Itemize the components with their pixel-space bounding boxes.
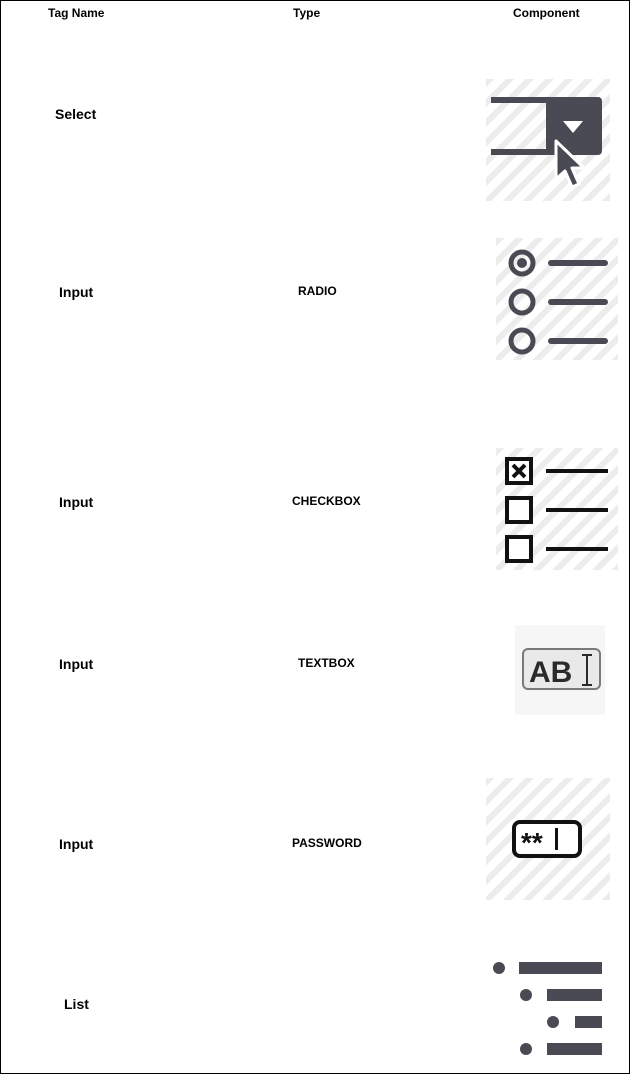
row-textbox-tag: Input [59, 656, 94, 672]
row-radio-type: RADIO [298, 284, 337, 298]
row-checkbox-type: CHECKBOX [292, 494, 361, 508]
row-radio-tag: Input [59, 284, 94, 300]
row-checkbox-tag: Input [59, 494, 94, 510]
header-tag-name: Tag Name [48, 6, 105, 20]
row-password-tag: Input [59, 836, 94, 852]
row-textbox-type: TEXTBOX [298, 656, 355, 670]
radio-list-icon [496, 238, 618, 360]
textbox-icon [515, 625, 605, 715]
nested-list-icon [487, 957, 607, 1061]
row-password-type: PASSWORD [292, 836, 362, 850]
password-field-icon [486, 778, 610, 900]
row-list-tag: List [64, 996, 89, 1012]
textbox-icon-text: AB [529, 656, 573, 689]
header-component: Component [513, 6, 580, 20]
header-type: Type [293, 6, 321, 20]
row-select-tag: Select [55, 106, 97, 122]
password-icon-text: ** [521, 827, 543, 858]
checkbox-list-icon [496, 448, 618, 570]
select-dropdown-icon [486, 79, 610, 201]
